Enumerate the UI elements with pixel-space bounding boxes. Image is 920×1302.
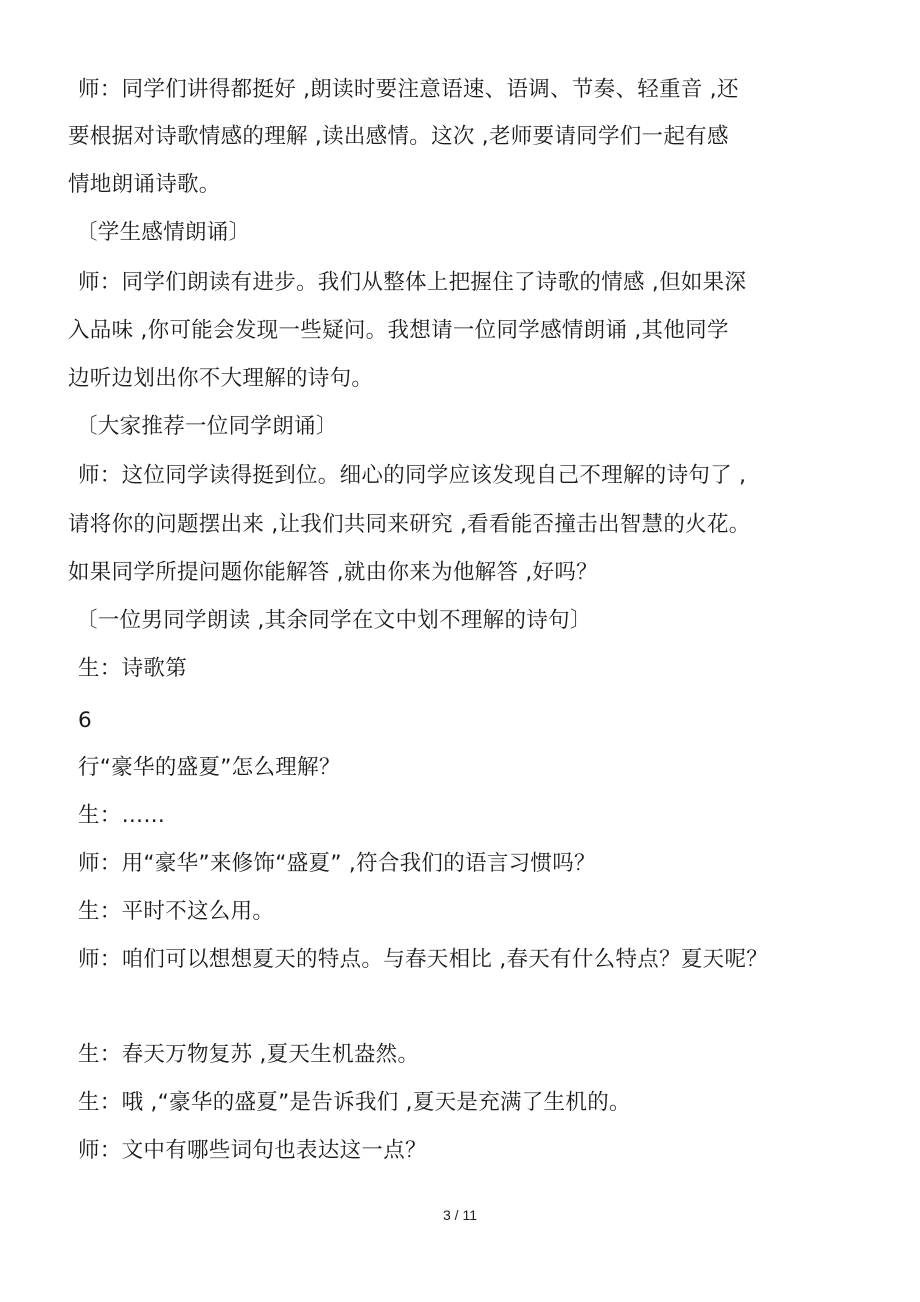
text-line: 〔学生感情朗诵〕	[76, 220, 251, 245]
text-line: 师：同学们朗读有进步。我们从整体上把握住了诗歌的情感 ,但如果深	[78, 270, 747, 295]
text-line: 情地朗诵诗歌。	[68, 172, 221, 197]
text-line: 师：文中有哪些词句也表达这一点？	[78, 1138, 427, 1163]
text-line: 6	[78, 708, 92, 733]
page-indicator: 3 / 11	[443, 1207, 477, 1223]
text-line: 〔大家推荐一位同学朗诵〕	[76, 414, 338, 439]
text-line: 生：……	[78, 803, 166, 828]
text-line: 入品味 ,你可能会发现一些疑问。我想请一位同学感情朗诵 ,其他同学	[68, 318, 729, 343]
text-line: 师：咱们可以想想夏天的特点。与春天相比 ,春天有什么特点？夏天呢？	[78, 947, 769, 972]
text-line: 师：同学们讲得都挺好 ,朗读时要注意语速、语调、节奏、轻重音 ,还	[78, 77, 739, 102]
text-line: 要根据对诗歌情感的理解 ,读出感情。这次 ,老师要请同学们一起有感	[68, 124, 729, 149]
text-line: 行“豪华的盛夏”怎么理解？	[78, 755, 341, 780]
text-line: 师：这位同学读得挺到位。细心的同学应该发现自己不理解的诗句了 ,	[78, 463, 747, 488]
text-line: 请将你的问题摆出来 ,让我们共同来研究 ,看看能否撞击出智慧的火花。	[68, 512, 751, 537]
text-line: 边听边划出你不大理解的诗句。	[68, 366, 374, 391]
text-line: 如果同学所提问题你能解答 ,就由你来为他解答 ,好吗？	[68, 560, 598, 585]
text-line: 生：春天万物复苏 ,夏天生机盎然。	[78, 1042, 420, 1067]
text-line: 师：用“豪华”来修饰“盛夏” ,符合我们的语言习惯吗？	[78, 851, 596, 876]
text-line: 生：平时不这么用。	[78, 899, 275, 924]
text-line: 生：哦 ,“豪华的盛夏”是告诉我们 ,夏天是充满了生机的。	[78, 1090, 631, 1115]
text-line: 〔一位男同学朗读 ,其余同学在文中划不理解的诗句〕	[76, 608, 592, 633]
text-line: 生：诗歌第	[78, 656, 188, 681]
